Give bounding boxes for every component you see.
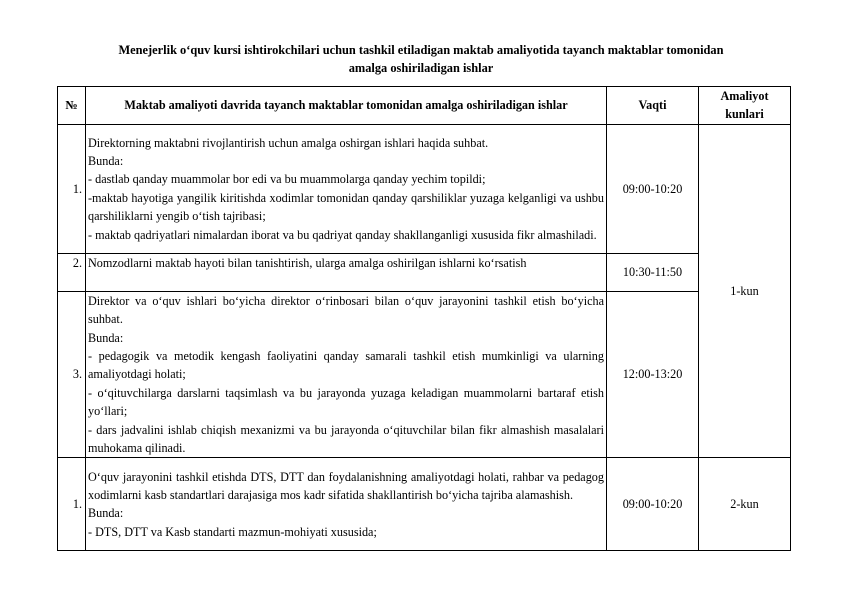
row-time: 12:00-13:20 — [607, 291, 699, 458]
description-line: - o‘qituvchilarga darslarni taqsimlash va bu jarayonda yuzaga keladigan muammolarni bartaraf etish yo‘llari; — [88, 385, 604, 419]
header-days — [699, 87, 791, 125]
table-header-row — [58, 87, 791, 125]
row-description — [86, 124, 607, 253]
description-line: - maktab qadriyatlari nimalardan iborat va bu qadriyat qanday shakllanganligi xususida fikr almashiladi. — [88, 227, 597, 242]
row-number: 1. — [58, 124, 86, 253]
description-line: - dars jadvalini ishlab chiqish mexanizmi va bu jarayonda o‘qituvchilar bilan fikr almashish masalalari muhokama qilinadi. — [88, 422, 604, 456]
row-time: 10:30-11:50 — [607, 253, 699, 291]
schedule-table — [57, 86, 791, 551]
header-days-line-2: kunlari — [725, 107, 764, 122]
title-line-2: amalga oshiriladigan ishlar — [348, 61, 494, 75]
description-line: Bunda: — [88, 506, 124, 521]
description-line: - DTS, DTT va Kasb standarti mazmun-mohiyati xususida; — [88, 524, 377, 539]
row-description — [86, 291, 607, 458]
table-row — [58, 124, 791, 253]
day-label: 2-kun — [699, 458, 791, 551]
description-line: Bunda: — [88, 330, 124, 345]
header-activity: Maktab amaliyoti davrida tayanch maktablar tomonidan amalga oshiriladigan ishlar — [86, 87, 607, 125]
header-num: № — [58, 87, 86, 125]
header-days-line-1: Amaliyot — [720, 89, 769, 103]
description-line: Bunda: — [88, 154, 124, 168]
table-row — [58, 253, 791, 291]
description-line: Direktor va o‘quv ishlari bo‘yicha direktor o‘rinbosari bilan o‘quv jarayonini tashkil etish bo‘yicha suhbat. — [88, 293, 604, 327]
row-time: 09:00-10:20 — [607, 124, 699, 253]
document-title — [60, 41, 782, 77]
table-row — [58, 458, 791, 551]
description-line: - pedagogik va metodik kengash faoliyatini qanday samarali tashkil etish mumkinligi va ularning amaliyotdagi holati; — [88, 349, 604, 382]
row-description — [86, 253, 607, 291]
row-time: 09:00-10:20 — [607, 458, 699, 551]
description-line: O‘quv jarayonini tashkil etishda DTS, DTT dan foydalanishning amaliyotdagi holati, rahbar va pedagog xodimlarni kasb standartlari darajasiga mos kadr sifatida shakllantirish bo‘yicha tajriba alamashish. — [88, 469, 604, 503]
row-number: 1. — [58, 458, 86, 551]
description-line: -maktab hayotiga yangilik kiritishda xodimlar tomonidan qanday qarshiliklar yuzaga kelganligi va ushbu qarshiliklarni yengib o‘tish tajribasi; — [88, 190, 604, 224]
description-line: Nomzodlarni maktab hayoti bilan tanishtirish, ularga amalga oshirilgan ishlarni ko‘rsatish — [88, 255, 527, 270]
description-line: Direktorning maktabni rivojlantirish uchun amalga oshirgan ishlari haqida suhbat. — [88, 135, 489, 150]
table-row — [58, 291, 791, 458]
row-number: 3. — [58, 291, 86, 458]
row-number: 2. — [58, 253, 86, 291]
day-label: 1-kun — [699, 124, 791, 458]
header-time: Vaqti — [607, 87, 699, 125]
description-line: - dastlab qanday muammolar bor edi va bu muammolarga qanday yechim topildi; — [88, 172, 486, 187]
title-line-1: Menejerlik o‘quv kursi ishtirokchilari uchun tashkil etiladigan maktab amaliyotida tayanch maktablar tomonidan — [118, 43, 724, 57]
row-description — [86, 458, 607, 551]
